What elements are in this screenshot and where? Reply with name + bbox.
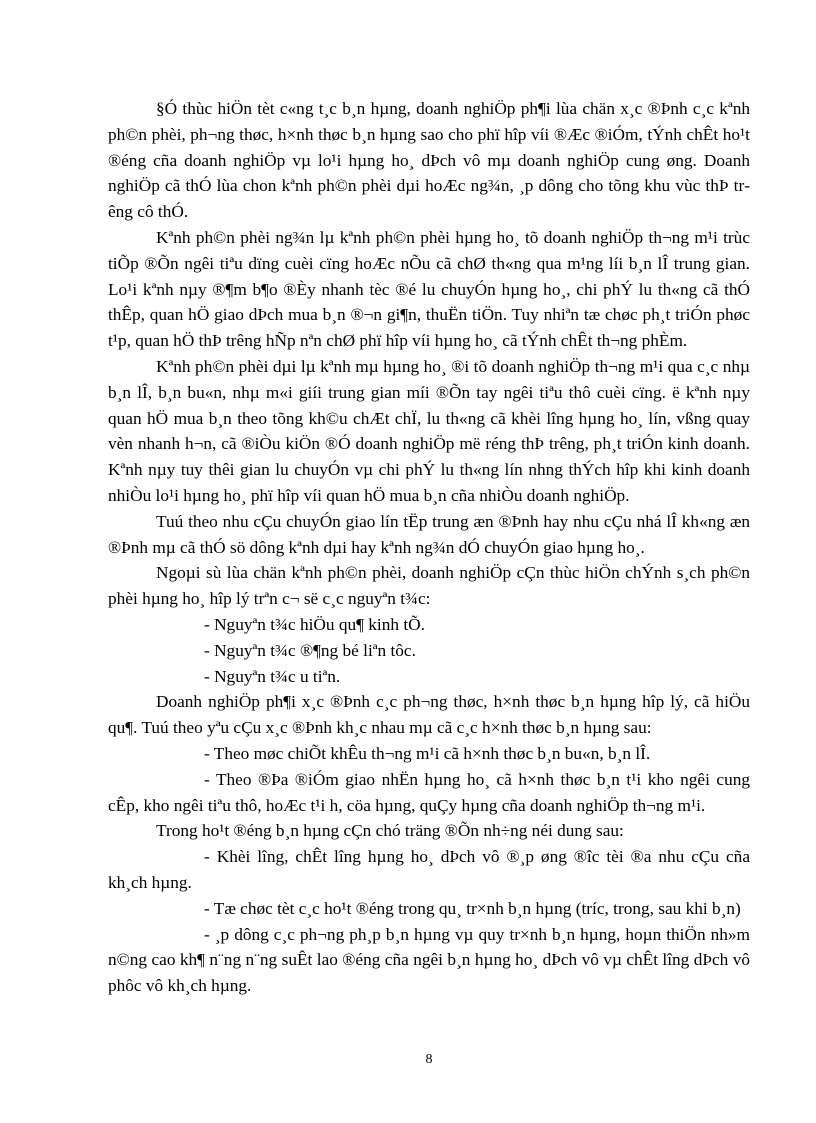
principle-economic-efficiency: - Nguyªn t¾c hiÖu qu¶ kinh tÕ.	[204, 614, 425, 634]
paragraph-activities-intro: Trong ho¹t ®éng b¸n hµng cÇn chó träng ®Õn nh÷ng néi dung sau:	[156, 821, 624, 841]
paragraph-principles-intro: Ngoµi sù lùa chän kªnh ph©n phèi, doanh nghiÖp cÇn thùc hiÖn chÝnh s¸ch ph©n phèi hµng ho¸ hîp lý trªn c¬ së c¸c nguyªn t¾c:	[108, 563, 750, 609]
document-body	[108, 96, 750, 999]
form-by-location: - Theo ®Þa ®iÓm giao nhËn hµng ho¸ cã h×nh thøc b¸n t¹i kho ngêi cung cÊp, kho ngêi tiªu thô, hoÆc t¹i h, cöa hµng, quÇy hµng cña doanh nghiÖp th¬ng m¹i.	[108, 769, 750, 815]
paragraph-forms-intro: Doanh nghiÖp ph¶i x¸c ®Þnh c¸c ph¬ng thøc, h×nh thøc b¸n hµng hîp lý, cã hiÖu qu¶. Tuú theo yªu cÇu x¸c ®Þnh kh¸c nhau mµ cã c¸c h×nh thøc b¸n hµng sau:	[108, 692, 750, 738]
paragraph-short-channel: Kªnh ph©n phèi ng¾n lµ kªnh ph©n phèi hµng ho¸ tõ doanh nghiÖp th¬ng m¹i trùc tiÕp ®Õn ngêi tiªu dïng cuèi cïng hoÆc nÕu cã chØ th«ng qua m¹ng líi b¸n lÎ trung gian. Lo¹i kªnh nµy ®¶m b¶o ®Èy nhanh tèc ®é lu chuyÓn hµng ho¸, chi phÝ lu th«ng cã thÓ thÊp, quan hÖ giao dÞch mua b¸n ®¬n gi¶n, thuËn tiÖn. Tuy nhiªn tæ chøc ph¸t triÓn phøc t¹p, quan hÖ thÞ trêng hÑp nªn chØ phï hîp víi hµng ho¸ cã tÝnh chÊt th¬ng phÈm.	[108, 227, 750, 351]
paragraph-channel-choice: Tuú theo nhu cÇu chuyÓn giao lín tËp trung æn ®Þnh hay nhu cÇu nhá lÎ kh«ng æn ®Þnh mµ cã thÓ sö dông kªnh dµi hay kªnh ng¾n dÓ chuyÓn giao hµng ho¸.	[108, 511, 750, 557]
activity-volume-quality: - Khèi lîng, chÊt lîng hµng ho¸ dÞch vô ®¸p øng ®îc tèi ®a nhu cÇu cña kh¸ch hµng.	[108, 847, 750, 892]
activity-methods: - ¸p dông c¸c ph¬ng ph¸p b¸n hµng vµ quy tr×nh b¸n hµng, hoµn thiÖn nh»m n©ng cao kh¶ n¨ng n¨ng suÊt lao ®éng cña ngêi b¸n hµng ho¸ dÞch vô vµ chÊt lîng dÞch vô phôc vô kh¸ch hµng.	[108, 924, 750, 996]
activity-organize-process: - Tæ chøc tèt c¸c ho¹t ®éng trong qu¸ tr×nh b¸n hµng (tríc, trong, sau khi b¸n)	[204, 898, 741, 918]
page-number: 8	[425, 1052, 433, 1067]
paragraph-sales-channels: §Ó thùc hiÖn tèt c«ng t¸c b¸n hµng, doanh nghiÖp ph¶i lùa chän x¸c ®Þnh c¸c kªnh ph©n phèi, ph¬ng thøc, h×nh thøc b¸n hµng sao cho phï hîp víi ®Æc ®iÓm, tÝnh chÊt ho¹t ®éng cña doanh nghiÖp vµ lo¹i hµng ho¸ dÞch vô mµ doanh nghiÖp cung øng. Doanh nghiÖp cã thÓ lùa chon kªnh ph©n phèi dµi hoÆc ng¾n, ¸p dông cho tõng khu vùc thÞ trêng cô thÓ.	[108, 99, 750, 222]
principle-synchronous: - Nguyªn t¾c ®¶ng bé liªn tôc.	[204, 640, 416, 660]
principle-priority: - Nguyªn t¾c u tiªn.	[204, 666, 341, 686]
paragraph-long-channel: Kªnh ph©n phèi dµi lµ kªnh mµ hµng ho¸ ®i tõ doanh nghiÖp th¬ng m¹i qua c¸c nhµ b¸n lÎ, b¸n bu«n, nhµ m«i giíi trung gian míi ®Õn tay ngêi tiªu thô cuèi cïng. ë kªnh nµy quan hÖ mua b¸n theo tõng kh©u chÆt chÏ, lu th«ng cã khèi lîng hµng ho¸ lín, vßng quay vèn nhanh h¬n, cã ®iÒu kiÖn ®Ó doanh nghiÖp më réng thÞ trêng, ph¸t triÓn kinh doanh. Kªnh nµy tuy thêi gian lu chuyÓn vµ chi phÝ lu th«ng lín nhng thÝch hîp khi kinh doanh nhiÒu lo¹i hµng ho¸ phï hîp víi quan hÖ mua b¸n cña nhiÒu doanh nghiÖp.	[108, 356, 750, 505]
form-by-discount: - Theo møc chiÕt khÊu th¬ng m¹i cã h×nh thøc b¸n bu«n, b¸n lÎ.	[204, 743, 651, 763]
